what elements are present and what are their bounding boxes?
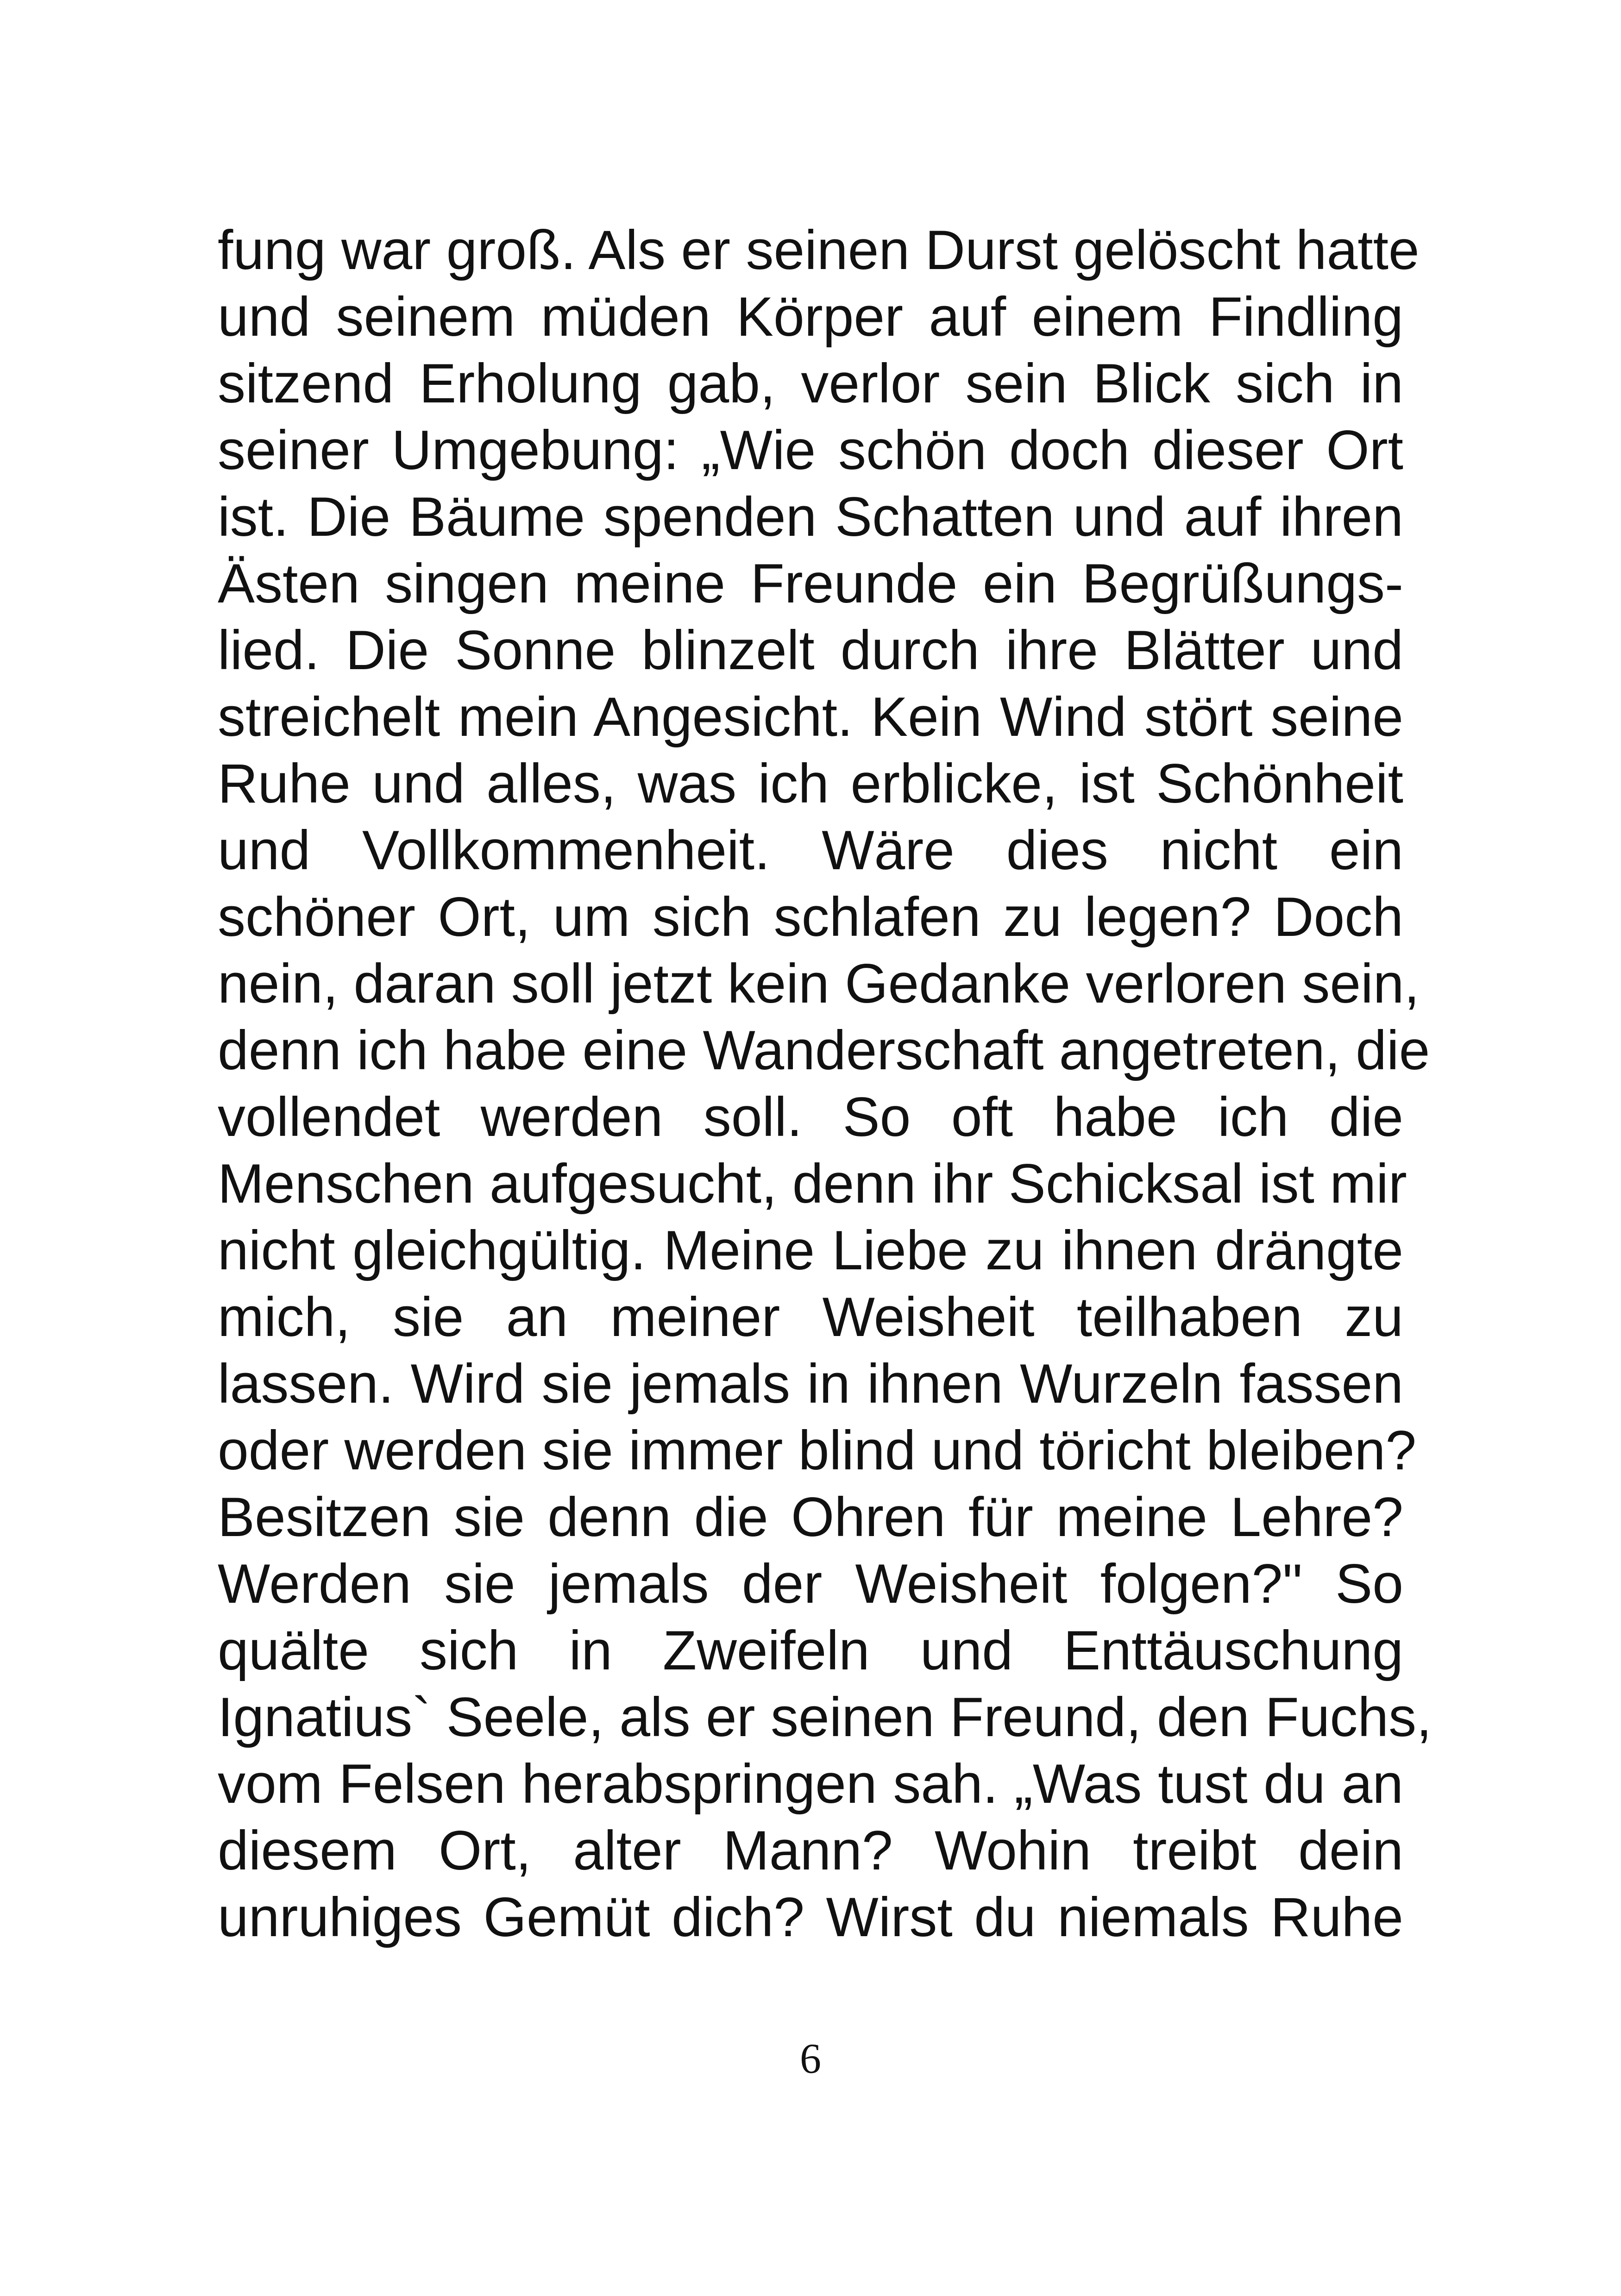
text-line: denn ich habe eine Wanderschaft angetreten, die: [218, 1019, 1430, 1081]
text-line: oder werden sie immer blind und töricht bleiben?: [218, 1419, 1417, 1481]
text-line: Werden sie jemals der Weisheit folgen?" So: [218, 1553, 1403, 1615]
text-line: vollendet werden soll. So oft habe ich die: [218, 1086, 1403, 1148]
body-text: [218, 217, 1432, 1951]
text-line: unruhiges Gemüt dich? Wirst du niemals Ruhe: [218, 1886, 1403, 1948]
text-line: Besitzen sie denn die Ohren für meine Lehre?: [218, 1486, 1403, 1548]
text-line: Ignatius` Seele, als er seinen Freund, den Fuchs,: [218, 1686, 1432, 1748]
text-line: nein, daran soll jetzt kein Gedanke verloren sein,: [218, 953, 1420, 1015]
text-line: mich, sie an meiner Weisheit teilhaben zu: [218, 1286, 1403, 1348]
text-line: und Vollkommenheit. Wäre dies nicht ein: [218, 819, 1403, 881]
text-line: lied. Die Sonne blinzelt durch ihre Blätter und: [218, 619, 1403, 681]
text-line: vom Felsen herabspringen sah. „Was tust du an: [218, 1753, 1403, 1815]
text-line: Ästen singen meine Freunde ein Begrüßungs-: [218, 552, 1403, 615]
text-line: Menschen aufgesucht, denn ihr Schicksal ist mir: [218, 1153, 1407, 1215]
text-line: Ruhe und alles, was ich erblicke, ist Schönheit: [218, 753, 1403, 815]
text-line: diesem Ort, alter Mann? Wohin treibt dein: [218, 1819, 1403, 1882]
text-line: und seinem müden Körper auf einem Findling: [218, 286, 1403, 348]
text-line: ist. Die Bäume spenden Schatten und auf ihren: [218, 486, 1403, 548]
text-line: schöner Ort, um sich schlafen zu legen? Doch: [218, 886, 1403, 948]
text-line: streichelt mein Angesicht. Kein Wind stört seine: [218, 686, 1403, 748]
text-line: seiner Umgebung: „Wie schön doch dieser Ort: [218, 419, 1403, 481]
text-line: nicht gleichgültig. Meine Liebe zu ihnen drängte: [218, 1219, 1403, 1281]
text-line: lassen. Wird sie jemals in ihnen Wurzeln fassen: [218, 1353, 1403, 1415]
text-line: sitzend Erholung gab, verlor sein Blick sich in: [218, 352, 1403, 414]
page-number: 6: [800, 2035, 821, 2082]
text-line: quälte sich in Zweifeln und Enttäuschung: [218, 1619, 1403, 1681]
text-line: fung war groß. Als er seinen Durst gelöscht hatte: [218, 219, 1420, 281]
